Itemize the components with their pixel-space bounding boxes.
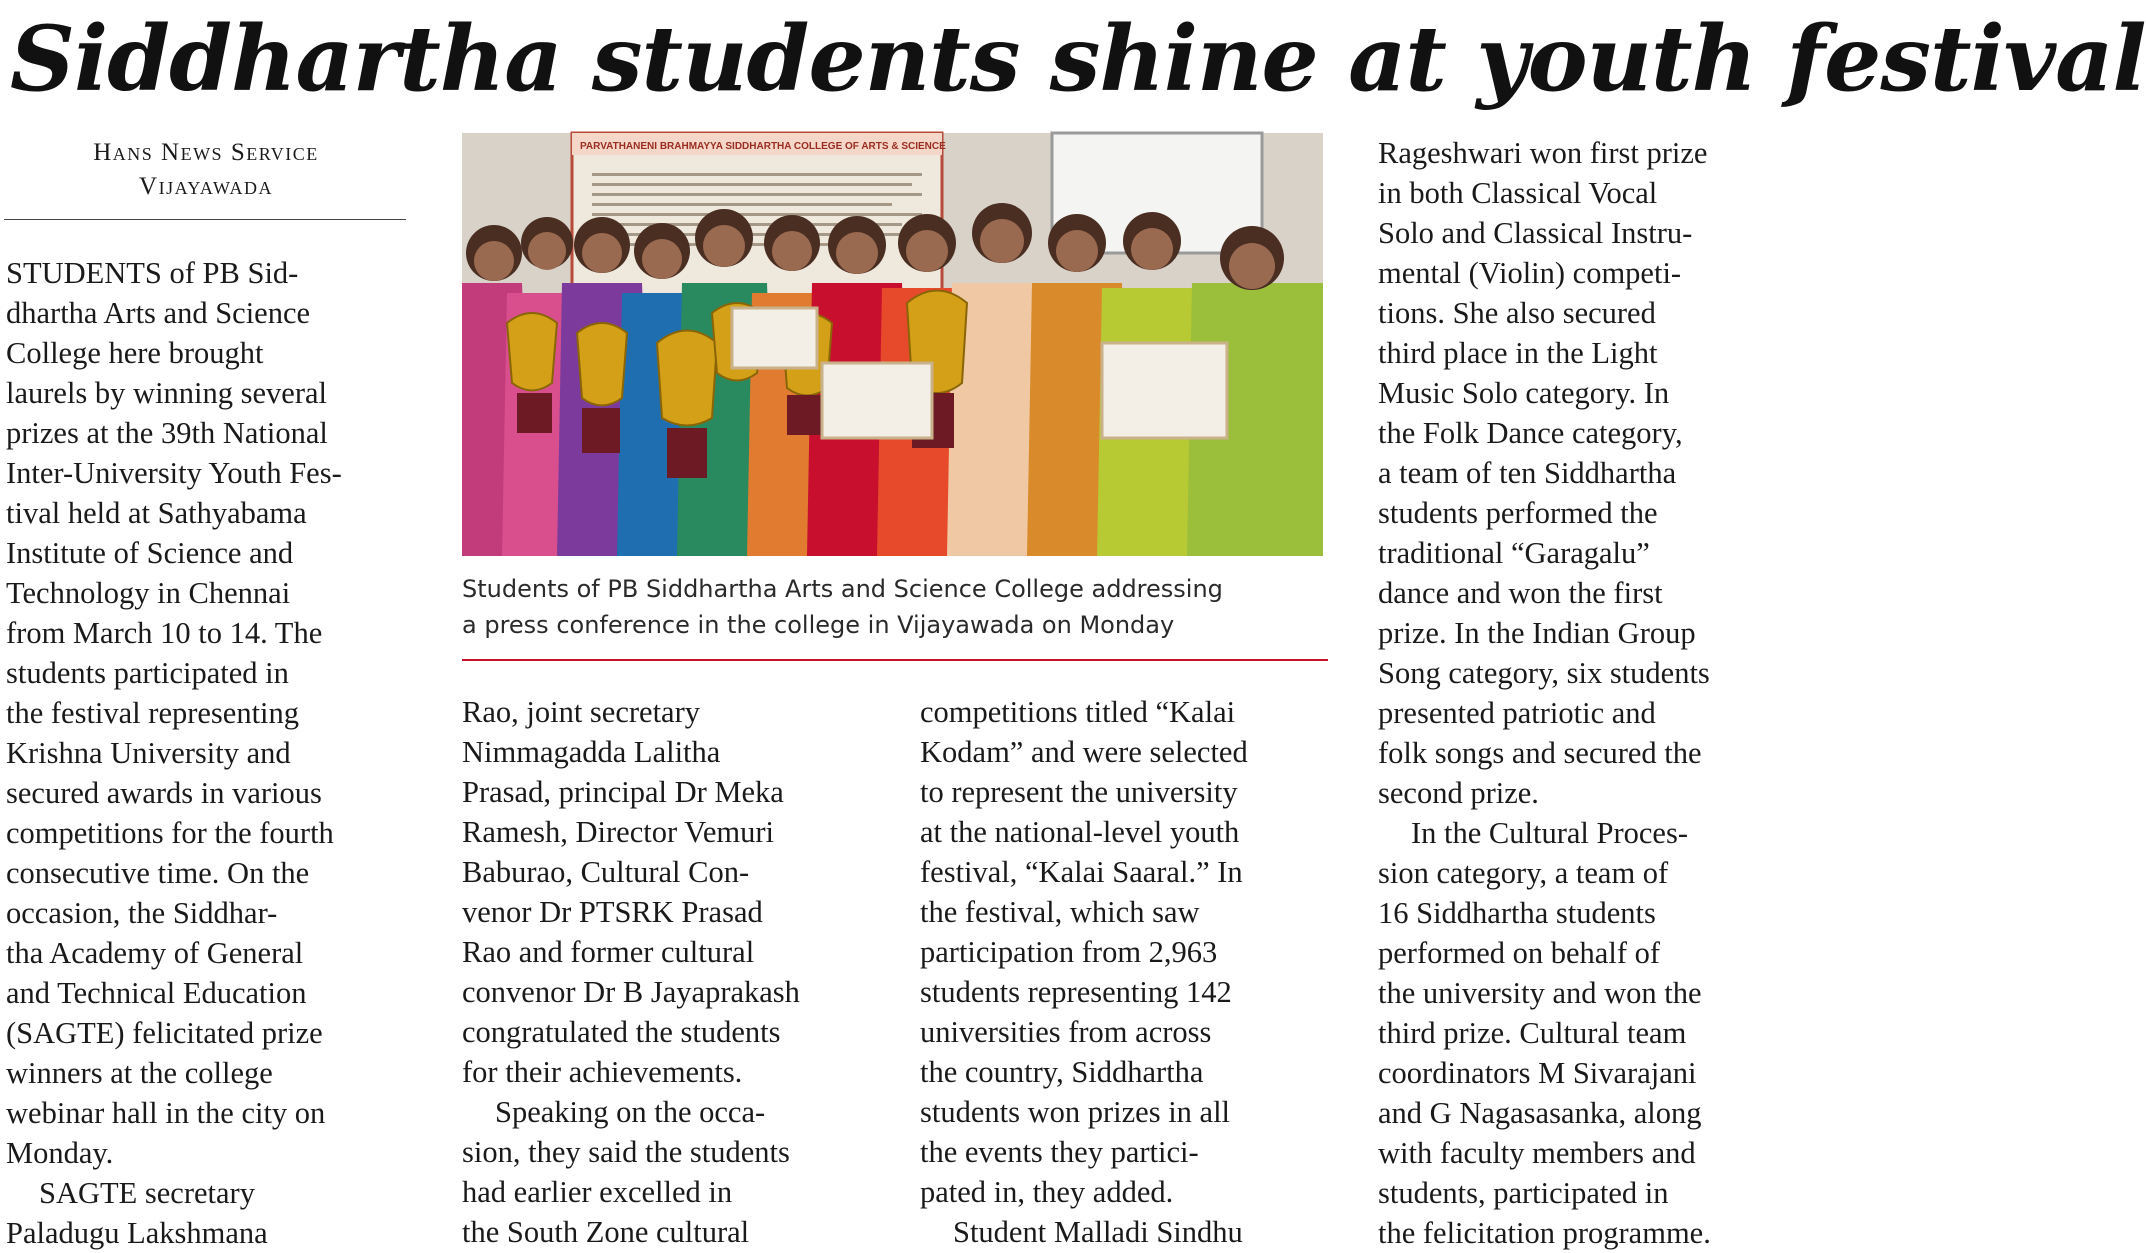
caption-line: Students of PB Siddhartha Arts and Science College addressing [462, 575, 1223, 603]
text-line: the university and won the [1378, 976, 1702, 1010]
text-line: dhartha Arts and Science [6, 296, 311, 330]
text-line: STUDENTS of PB Sid- [6, 256, 299, 290]
text-line: students won prizes in all [920, 1095, 1231, 1129]
text-line: universities from across [920, 1015, 1212, 1049]
text-line: students, participated in [1378, 1176, 1669, 1210]
text-line: from March 10 to 14. The [6, 616, 323, 650]
text-line: 16 Siddhartha students [1378, 896, 1656, 930]
text-line: Inter-University Youth Fes- [6, 456, 342, 490]
text-line: performed on behalf of [1378, 936, 1661, 970]
text-line: webinar hall in the city on [6, 1096, 326, 1130]
text-line: to represent the university [920, 775, 1238, 809]
text-line: prizes at the 39th National [6, 416, 328, 450]
photo-illustration [462, 133, 1323, 556]
text-line: winners at the college [6, 1056, 273, 1090]
text-line: Ramesh, Director Vemuri [462, 815, 774, 849]
text-line: Rao, joint secretary [462, 695, 700, 729]
text-line: the South Zone cultural [462, 1215, 750, 1249]
text-line: dance and won the first [1378, 576, 1663, 610]
text-line: tha Academy of General [6, 936, 304, 970]
text-line: in both Classical Vocal [1378, 176, 1658, 210]
text-line: had earlier excelled in [462, 1175, 733, 1209]
byline-divider [4, 219, 406, 220]
text-line: Solo and Classical Instru- [1378, 216, 1693, 250]
article-column-2 [462, 692, 872, 1252]
text-line: students representing 142 [920, 975, 1232, 1009]
text-line: Baburao, Cultural Con- [462, 855, 750, 889]
text-line: the Folk Dance category, [1378, 416, 1683, 450]
text-line: the festival, which saw [920, 895, 1200, 929]
text-line: Song category, six students [1378, 656, 1710, 690]
text-line: festival, “Kalai Saaral.” In [920, 855, 1243, 889]
text-line: convenor Dr B Jayaprakash [462, 975, 800, 1009]
article-column-3 [920, 692, 1330, 1252]
text-line: Speaking on the occa- [495, 1095, 766, 1129]
caption-divider [462, 659, 1328, 661]
byline-dateline: Vijayawada [139, 173, 273, 200]
text-line: Monday. [6, 1136, 114, 1170]
text-line: prize. In the Indian Group [1378, 616, 1696, 650]
text-line: Technology in Chennai [6, 576, 291, 610]
text-line: third place in the Light [1378, 336, 1658, 370]
text-line: Prasad, principal Dr Meka [462, 775, 784, 809]
text-line: occasion, the Siddhar- [6, 896, 278, 930]
text-line: laurels by winning several [6, 376, 328, 410]
article-column-1 [6, 253, 410, 1253]
text-line: and G Nagasasanka, along [1378, 1096, 1702, 1130]
text-line: congratulated the students [462, 1015, 781, 1049]
text-line: the felicitation programme. [1378, 1216, 1711, 1250]
news-photo [462, 133, 1323, 556]
text-line: competitions titled “Kalai [920, 695, 1236, 729]
text-line: the events they partici- [920, 1135, 1199, 1169]
text-line: for their achievements. [462, 1055, 743, 1089]
text-line: and Technical Education [6, 976, 307, 1010]
text-line: venor Dr PTSRK Prasad [462, 895, 763, 929]
text-line: competitions for the fourth [6, 816, 334, 850]
text-line: at the national-level youth [920, 815, 1240, 849]
text-line: participation from 2,963 [920, 935, 1218, 969]
text-line: second prize. [1378, 776, 1539, 810]
text-line: Music Solo category. In [1378, 376, 1670, 410]
text-line: folk songs and secured the [1378, 736, 1702, 770]
text-line: Student Malladi Sindhu [953, 1215, 1243, 1249]
text-line: Nimmagadda Lalitha [462, 735, 721, 769]
text-line: sion, they said the students [462, 1135, 790, 1169]
text-line: Rageshwari won first prize [1378, 136, 1708, 170]
text-line: traditional “Garagalu” [1378, 536, 1650, 570]
text-line: (SAGTE) felicitated prize [6, 1016, 323, 1050]
text-line: SAGTE secretary [39, 1176, 255, 1210]
text-line: tival held at Sathyabama [6, 496, 307, 530]
byline [4, 136, 408, 204]
headline: Siddhartha students shine at youth festival [10, 6, 2146, 112]
text-line: Institute of Science and [6, 536, 294, 570]
photo-caption [462, 571, 1332, 643]
text-line: Krishna University and [6, 736, 291, 770]
text-line: pated in, they added. [920, 1175, 1174, 1209]
text-line: the festival representing [6, 696, 300, 730]
text-line: In the Cultural Proces- [1411, 816, 1688, 850]
text-line: a team of ten Siddhartha [1378, 456, 1677, 490]
text-line: the country, Siddhartha [920, 1055, 1204, 1089]
text-line: tions. She also secured [1378, 296, 1656, 330]
caption-line: a press conference in the college in Vijayawada on Monday [462, 611, 1175, 639]
text-line: third prize. Cultural team [1378, 1016, 1687, 1050]
text-line: secured awards in various [6, 776, 322, 810]
text-line: Rao and former cultural [462, 935, 755, 969]
text-line: sion category, a team of [1378, 856, 1669, 890]
photo-banner-text: PARVATHANENI BRAHMAYYA SIDDHARTHA COLLEGE OF ARTS & SCIENCE [580, 141, 946, 152]
text-line: students participated in [6, 656, 289, 690]
text-line: Paladugu Lakshmana [6, 1216, 268, 1250]
text-line: presented patriotic and [1378, 696, 1656, 730]
text-line: Kodam” and were selected [920, 735, 1248, 769]
text-line: coordinators M Sivarajani [1378, 1056, 1697, 1090]
byline-agency: Hans News Service [93, 139, 319, 166]
text-line: with faculty members and [1378, 1136, 1696, 1170]
text-line: consecutive time. On the [6, 856, 310, 890]
article-column-4 [1378, 133, 1782, 1253]
text-line: mental (Violin) competi- [1378, 256, 1682, 290]
text-line: students performed the [1378, 496, 1658, 530]
text-line: College here brought [6, 336, 264, 370]
